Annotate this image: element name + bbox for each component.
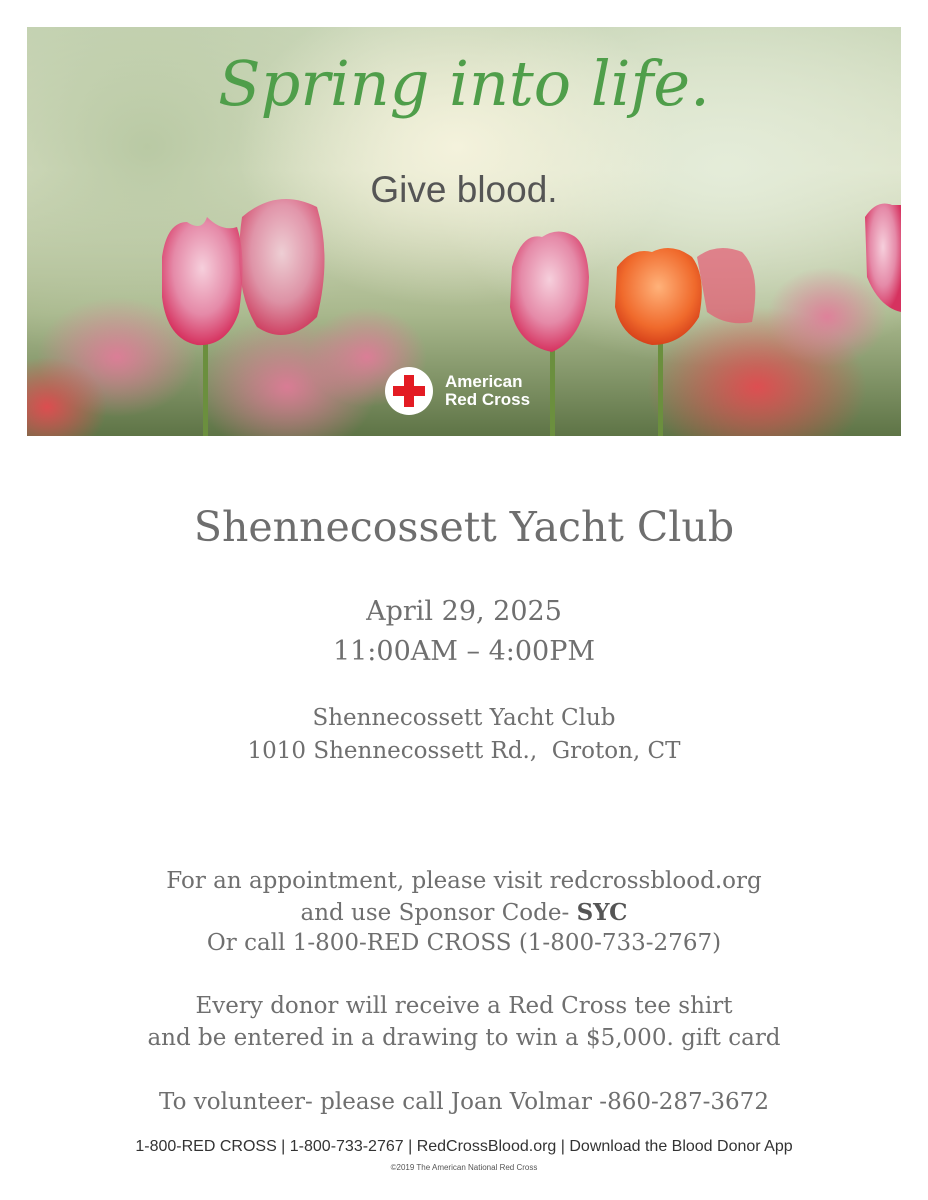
location-name: Shennecossett Yacht Club — [312, 705, 616, 731]
red-cross-logo — [385, 367, 530, 415]
venue-heading: Shennecossett Yacht Club — [193, 503, 735, 551]
headline-text: Spring into life. — [218, 47, 710, 120]
appointment-line-1: For an appointment, please visit redcrossblood.org — [166, 868, 762, 894]
appointment-line-3: Or call 1-800-RED CROSS (1-800-733-2767) — [206, 930, 722, 956]
logo-line-1: American — [445, 372, 523, 391]
event-time: 11:00AM – 4:00PM — [332, 636, 596, 667]
volunteer-line: To volunteer- please call Joan Volmar -860-287-3672 — [159, 1089, 769, 1115]
location-address: 1010 Shennecossett Rd., Groton, CT — [247, 738, 681, 764]
event-date: April 29, 2025 — [366, 596, 562, 627]
footer-contact: 1-800-RED CROSS | 1-800-733-2767 | RedCrossBlood.org | Download the Blood Donor App — [135, 1138, 793, 1155]
sponsor-code: SYC — [576, 899, 628, 926]
logo-wordmark — [445, 373, 530, 409]
reward-line-1: Every donor will receive a Red Cross tee shirt — [195, 993, 733, 1019]
reward-line-2: and be entered in a drawing to win a $5,000. gift card — [147, 1025, 781, 1051]
logo-line-2: Red Cross — [445, 390, 531, 409]
appointment-line-2 — [0, 899, 928, 926]
hero-banner — [27, 27, 901, 436]
subhead-text: Give blood. — [370, 169, 558, 210]
red-cross-icon — [385, 367, 433, 415]
footer-copyright: ©2019 The American National Red Cross — [390, 1163, 538, 1172]
sponsor-code-label: and use Sponsor Code- — [300, 900, 577, 926]
